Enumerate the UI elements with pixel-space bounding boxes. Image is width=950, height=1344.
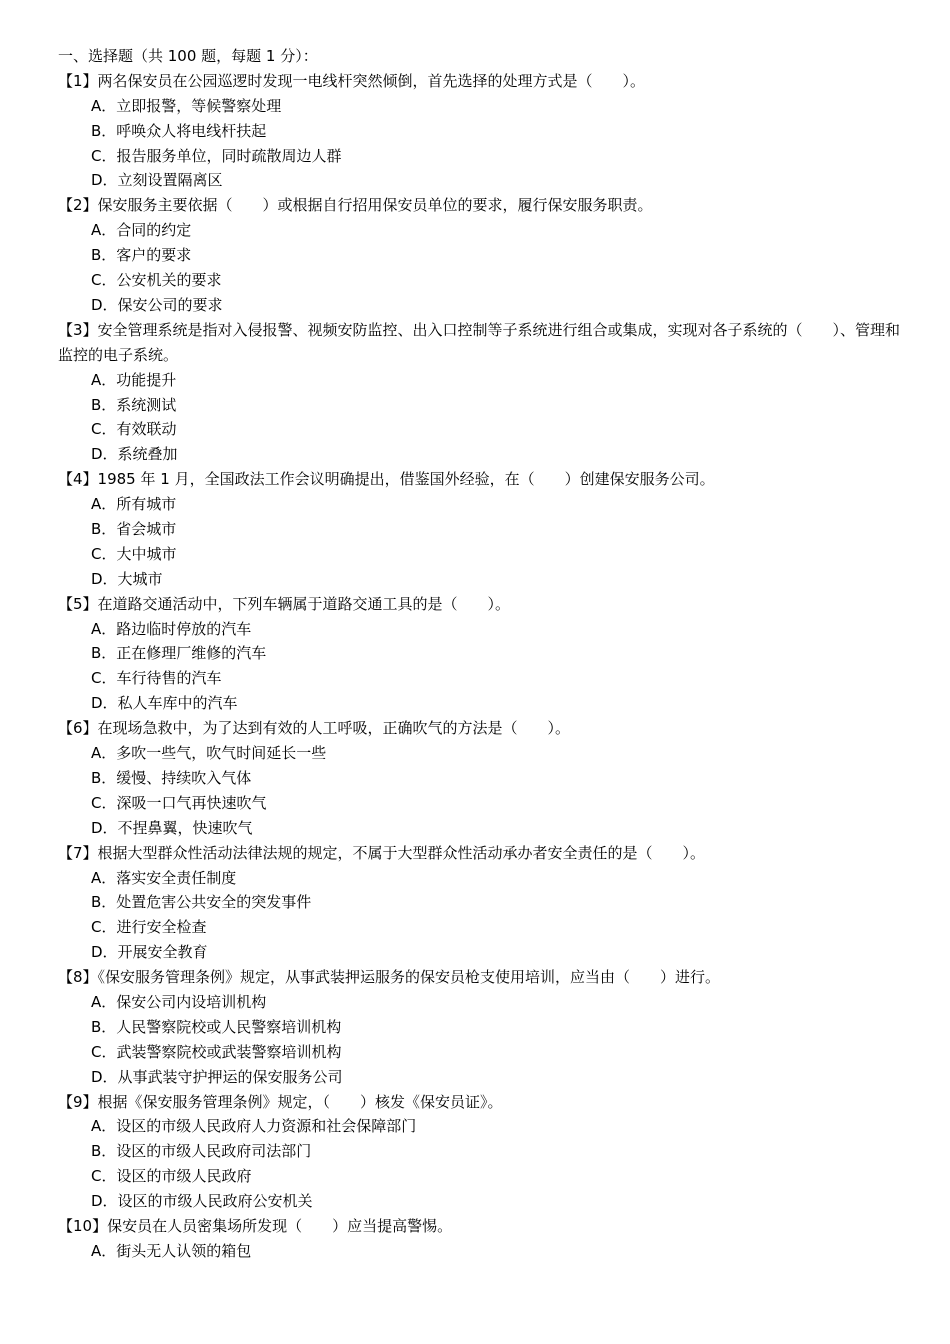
answer-option: D．保安公司的要求	[91, 295, 223, 314]
question-text: 根据《保安服务管理条例》规定，（ ）核发《保安员证》。	[97, 1092, 503, 1111]
answer-option: C．报告服务单位，同时疏散周边人群	[91, 146, 342, 165]
question-number: 【3】	[58, 320, 98, 339]
question-stem	[58, 193, 908, 218]
answer-option: D．系统叠加	[91, 445, 178, 464]
answer-option: B．正在修理厂维修的汽车	[91, 644, 267, 663]
question-stem	[58, 965, 908, 990]
question-stem	[58, 841, 908, 866]
answer-option: B．客户的要求	[91, 246, 192, 265]
question-block	[58, 193, 908, 317]
question-block	[58, 1214, 908, 1264]
answer-option: B．呼唤众人将电线杆扶起	[91, 121, 267, 140]
question-block	[58, 467, 908, 591]
answer-option: D．立刻设置隔离区	[91, 171, 223, 190]
question-stem	[58, 716, 908, 741]
answer-option: B．设区的市级人民政府司法部门	[91, 1142, 312, 1161]
answer-option: A．所有城市	[91, 495, 177, 514]
question-block	[58, 318, 908, 467]
answer-option: A．街头无人认领的箱包	[91, 1241, 252, 1260]
answer-option: A．立即报警，等候警察处理	[91, 96, 282, 115]
question-text: 《保安服务管理条例》规定，从事武装押运服务的保安员枪支使用培训，应当由（ ）进行。	[97, 968, 721, 987]
question-block	[58, 716, 908, 840]
answer-option: B．系统测试	[91, 395, 177, 414]
answer-option: C．进行安全检查	[91, 918, 207, 937]
answer-option: B．人民警察院校或人民警察培训机构	[91, 1017, 342, 1036]
question-stem	[58, 318, 908, 368]
answer-option: A．路边临时停放的汽车	[91, 619, 252, 638]
question-number: 【6】	[58, 719, 98, 738]
question-block	[58, 841, 908, 965]
question-block	[58, 69, 908, 193]
answer-option: D．大城市	[91, 569, 163, 588]
answer-option: C．深吸一口气再快速吹气	[91, 793, 267, 812]
question-text: 保安员在人员密集场所发现（ ）应当提高警惕。	[107, 1217, 453, 1236]
section-title: 一、选择题（共 100 题，每题 1 分）：	[58, 47, 318, 65]
question-stem	[58, 1214, 908, 1239]
answer-option: D．设区的市级人民政府公安机关	[91, 1192, 313, 1211]
answer-option: A．落实安全责任制度	[91, 868, 237, 887]
answer-option: A．合同的约定	[91, 221, 192, 240]
answer-option: C．车行待售的汽车	[91, 669, 222, 688]
question-number: 【10】	[58, 1217, 108, 1236]
answer-option: A．功能提升	[91, 370, 177, 389]
answer-option: A．多吹一些气，吹气时间延长一些	[91, 744, 327, 763]
question-stem	[58, 69, 908, 94]
question-block	[58, 1090, 908, 1214]
question-block	[58, 592, 908, 716]
question-text: 保安服务主要依据（ ）或根据自行招用保安员单位的要求，履行保安服务职责。	[97, 196, 653, 215]
answer-option: D．私人车库中的汽车	[91, 694, 238, 713]
answer-option: B．省会城市	[91, 520, 177, 538]
answer-option: D．从事武装守护押运的保安服务公司	[91, 1067, 343, 1086]
question-number: 【2】	[58, 196, 98, 215]
question-text: 1985 年 1 月，全国政法工作会议明确提出，借鉴国外经验，在（ ）创建保安服务公司。	[97, 470, 715, 489]
answer-option: C．大中城市	[91, 544, 177, 563]
question-block	[58, 965, 908, 1089]
question-text: 安全管理系统是指对入侵报警、视频安防监控、出入口控制等子系统进行组合或集成，实现对各子系统的（ ）、管理和监控的电子系统。	[58, 320, 901, 364]
question-stem	[58, 1090, 908, 1115]
answer-option: B．处置危害公共安全的突发事件	[91, 893, 312, 912]
question-number: 【1】	[58, 71, 98, 90]
question-list	[58, 69, 908, 1264]
answer-option: A．保安公司内设培训机构	[91, 992, 267, 1011]
question-number: 【7】	[58, 843, 98, 862]
answer-option: C．有效联动	[91, 420, 177, 439]
question-text: 在现场急救中，为了达到有效的人工呼吸，正确吹气的方法是（ ）。	[97, 719, 571, 738]
answer-option: D．开展安全教育	[91, 943, 208, 962]
question-stem	[58, 467, 908, 492]
question-text: 根据大型群众性活动法律法规的规定，不属于大型群众性活动承办者安全责任的是（ ）。	[97, 843, 706, 862]
question-number: 【5】	[58, 594, 98, 613]
answer-option: C．武装警察院校或武装警察培训机构	[91, 1042, 342, 1061]
answer-option: D．不捏鼻翼，快速吹气	[91, 818, 253, 837]
answer-option: C．公安机关的要求	[91, 271, 222, 290]
question-stem	[58, 592, 908, 617]
answer-option: C．设区的市级人民政府	[91, 1167, 252, 1186]
exam-page	[58, 44, 908, 1264]
answer-option: A．设区的市级人民政府人力资源和社会保障部门	[91, 1117, 417, 1136]
question-text: 在道路交通活动中，下列车辆属于道路交通工具的是（ ）。	[97, 594, 511, 613]
question-text: 两名保安员在公园巡逻时发现一电线杆突然倾倒，首先选择的处理方式是（ ）。	[97, 71, 646, 90]
question-number: 【8】	[58, 968, 98, 987]
question-number: 【4】	[58, 470, 98, 489]
answer-option: B．缓慢、持续吹入气体	[91, 768, 252, 787]
question-number: 【9】	[58, 1092, 98, 1111]
